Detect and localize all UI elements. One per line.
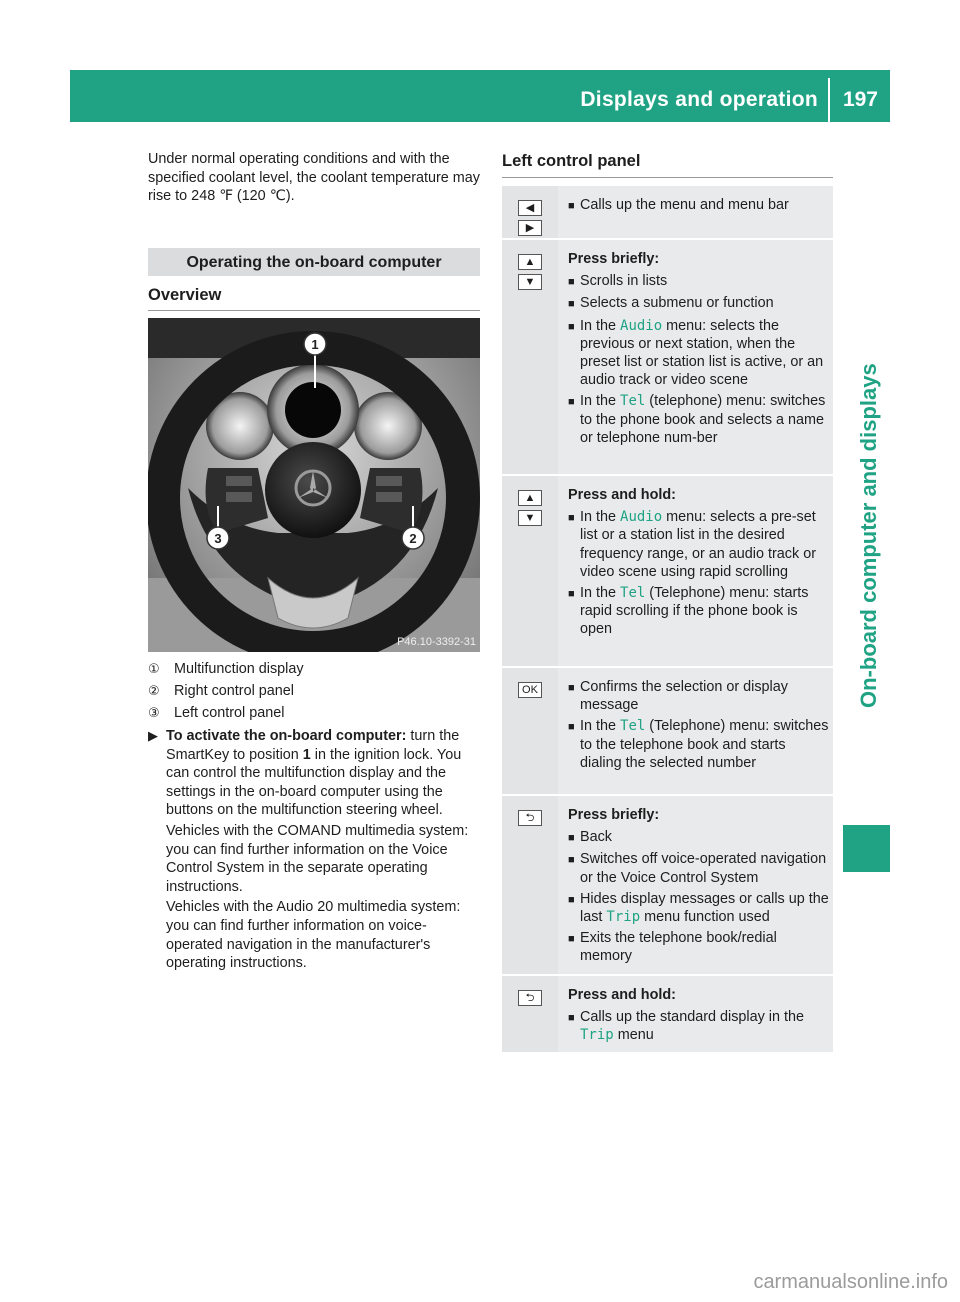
back-key-icon: ⮌ [518,990,542,1006]
bullet-icon: ■ [568,854,575,867]
legend-item [148,680,480,702]
page-number: 197 [842,88,878,111]
table-row [502,240,833,474]
bullet-text: In the [580,393,621,410]
legend-number: ① [148,661,160,676]
overview-heading: Overview [148,286,222,304]
steering-wheel-illustration [148,318,480,652]
bullet-text: In the [580,718,621,735]
panel-rule [502,177,833,178]
bullet-text: In the [580,509,621,526]
bullet-text: Calls up the standard display in the [580,1009,804,1026]
bullet-icon: ■ [568,893,575,906]
left-arrow-key-icon: ◀ [518,200,542,216]
bullet-text: Exits the telephone book/redial memory [580,930,777,965]
bullet-text: Hides display messages or calls up the last [580,890,829,926]
bullet-text: menu: selects the previous or next station, when the preset list or station list is active, or an audio track or video scene [580,317,824,389]
side-tab-label: On-board computer and displays [856,363,881,708]
page-header [70,70,890,122]
intro-paragraph [148,150,480,206]
legend-item [148,702,480,724]
up-arrow-key-icon: ▲ [518,490,542,506]
table-row [502,796,833,974]
up-arrow-key-icon: ▲ [518,254,542,270]
down-arrow-key-icon: ▼ [518,274,542,290]
desc-cell [558,796,833,974]
menu-code: Audio [620,317,663,334]
table-row [502,186,833,238]
multifunction-display [285,382,341,438]
step-arrow-icon: ▶ [148,728,158,743]
bullet-icon: ■ [568,320,575,333]
key-cell [502,186,558,238]
key-cell [502,976,558,1052]
desc-cell [558,186,833,238]
audio-paragraph: Vehicles with the Audio 20 multimedia system: you can find further information on voice-operated navigation in the manufacturer's operating instructions. [166,899,461,972]
comand-paragraph: Vehicles with the COMAND multimedia system: you can find further information on the Voice Control System in the separate operating instructions. [166,822,469,895]
desc-cell [558,668,833,794]
svg-text:1: 1 [311,337,319,352]
instructions [148,727,480,975]
bullet-text: Calls up the menu and menu bar [580,197,789,213]
callout-2 [402,527,424,549]
bullet-text: In the [580,317,621,334]
intro-text: Under normal operating conditions and with the specified coolant level, the coolant temperature may rise to 248 ℉ (120 ℃). [148,151,480,205]
bullet-text: Confirms the selection or display message [580,679,788,714]
legend-number: ③ [148,705,160,720]
menu-code: Tel [620,718,646,735]
bullet-text: menu: selects a pre-set list or a station list in the desired frequency range, or an audio track or video scene using rapid scrolling [580,509,816,580]
ok-key-icon: OK [518,682,542,698]
table-row [502,976,833,1052]
back-key-icon: ⮌ [518,810,542,826]
legend [148,658,480,724]
menu-code: Tel [620,393,646,410]
menu-code: Tel [620,585,646,602]
bullet-icon: ■ [568,396,575,409]
bullet-icon: ■ [568,1012,575,1025]
key-cell [502,668,558,794]
table-row [502,668,833,794]
control-table [502,186,833,1054]
bullet-icon: ■ [568,298,575,311]
svg-text:2: 2 [409,531,417,546]
legend-item [148,658,480,680]
instruction-step [148,727,480,820]
legend-number: ② [148,683,160,698]
bullet-icon: ■ [568,512,575,525]
callout-3 [207,527,229,549]
bullet-icon: ■ [568,200,575,212]
side-tab-marker [843,825,890,872]
legend-text: Right control panel [174,683,294,699]
bullet-text: menu [613,1027,654,1044]
desc-heading: Press and hold: [568,487,676,503]
key-cell [502,240,558,474]
key-cell [502,476,558,666]
bullet-text: In the [580,585,621,602]
instruction-lead: To activate the on-board computer: [166,728,407,744]
instruction-rest-b: in the ignition lock. You can control the multifunction display and the settings in the on-board computer using the buttons on the multifunction steering wheel. [166,746,462,819]
bullet-text: (telephone) menu: switches to the phone book and selects a name or telephone num-ber [580,393,826,446]
bullet-icon: ■ [568,933,575,946]
desc-heading: Press briefly: [568,807,660,823]
instruction-rest-a: turn the SmartKey to position [166,728,460,763]
bullet-icon: ■ [568,276,575,289]
desc-cell [558,476,833,666]
header-divider [828,78,830,122]
callout-1 [304,333,326,355]
right-arrow-key-icon: ▶ [518,220,542,236]
desc-heading: Press and hold: [568,987,676,1003]
bullet-text: Back [580,829,612,846]
legend-text: Multifunction display [174,661,304,677]
watermark: carmanualsonline.info [753,1271,948,1293]
legend-text: Left control panel [174,705,285,721]
bullet-text: (Telephone) menu: starts rapid scrolling if the phone book is open [580,585,809,638]
down-arrow-key-icon: ▼ [518,510,542,526]
desc-cell [558,976,833,1052]
bullet-icon: ■ [568,832,575,845]
section-band [148,248,480,276]
panel-title: Left control panel [502,152,641,170]
photo-code: P46.10-3392-31 [397,636,476,648]
desc-heading: Press briefly: [568,251,660,267]
bullet-icon: ■ [568,682,575,694]
menu-code: Trip [580,1027,614,1044]
ignition-position: 1 [302,746,311,763]
bullet-icon: ■ [568,588,575,601]
steering-wheel-photo [148,318,480,652]
bullet-text: Selects a submenu or function [580,295,774,312]
header-title: Displays and operation [580,88,818,111]
section-title: Operating the on-board computer [186,254,442,271]
menu-code: Audio [620,509,663,526]
bullet-text: (Telephone) menu: switches to the telephone book and starts dialing the selected number [580,718,829,771]
table-row [502,476,833,666]
bullet-icon: ■ [568,721,575,734]
overview-rule [148,310,480,311]
key-cell [502,796,558,974]
bullet-text: Switches off voice-operated navigation or the Voice Control System [580,851,827,886]
svg-text:3: 3 [214,531,222,546]
bullet-text: Scrolls in lists [580,273,668,290]
desc-cell [558,240,833,474]
menu-code: Trip [606,909,641,926]
bullet-text: menu function used [640,909,770,926]
